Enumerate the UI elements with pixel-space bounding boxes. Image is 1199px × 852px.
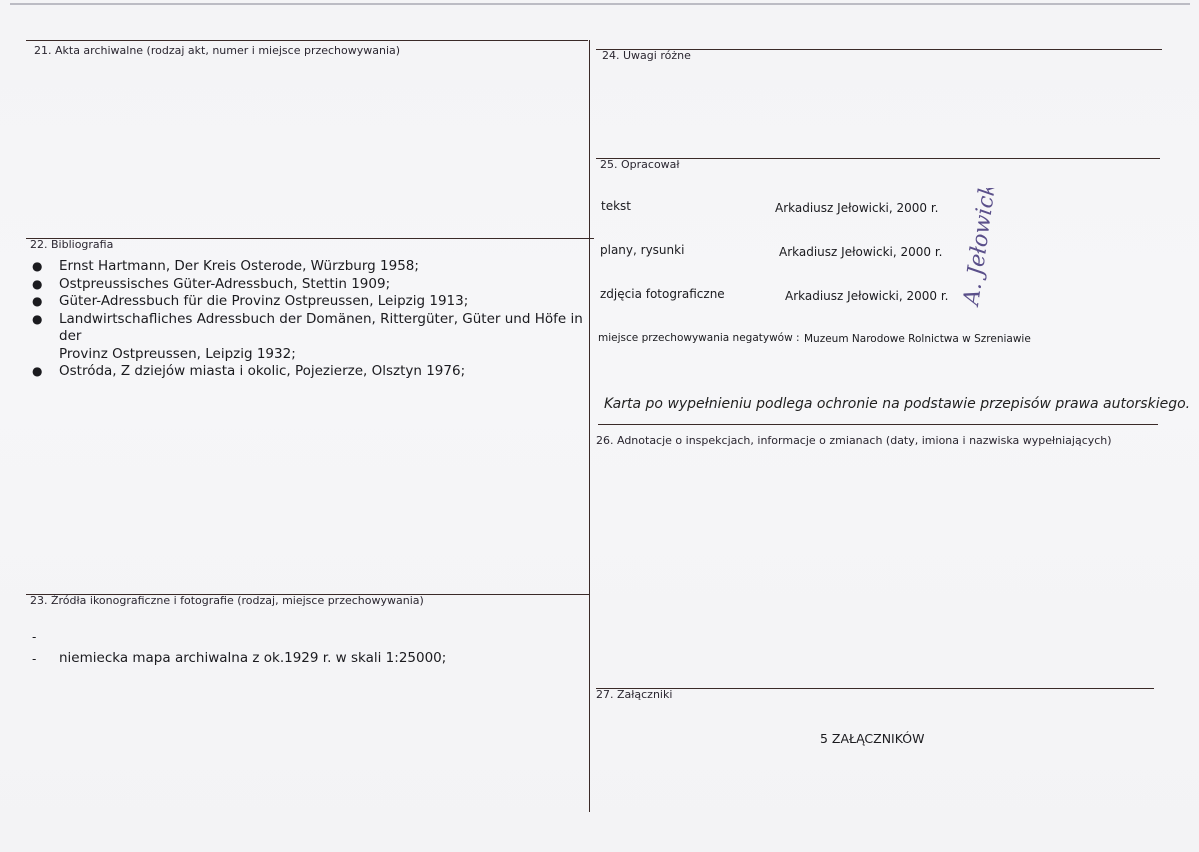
list-item: ● Ernst Hartmann, Der Kreis Osterode, Würzburg 1958;: [32, 258, 419, 274]
list-item: ● Landwirtschafliches Adressbuch der Domänen, Rittergüter, Güter und Höfe in der: [32, 310, 583, 344]
column-divider: [589, 40, 590, 812]
list-item-continuation: Provinz Ostpreussen, Leipzig 1932;: [59, 345, 296, 362]
section-27-label: 27. Załączniki: [596, 688, 673, 701]
copyright-note: Karta po wypełnieniu podlega ochronie na podstawie przepisów prawa autorskiego.: [604, 396, 1191, 412]
signature: [938, 188, 1008, 318]
section-27-rule: [596, 688, 1154, 689]
section-26-label: 26. Adnotacje o inspekcjach, informacje o zmianach (daty, imiona i nazwiska wypełniających): [596, 434, 1112, 447]
list-item: ● Güter-Adressbuch für die Provinz Ostpreussen, Leipzig 1913;: [32, 293, 469, 309]
dash-bullet: -: [32, 652, 37, 666]
section-24-label: 24. Uwagi różne: [602, 49, 691, 62]
empty-dash-item: -: [32, 630, 37, 644]
author-row-plans-value: Arkadiusz Jełowicki, 2000 r.: [779, 245, 943, 259]
iconography-item: niemiecka mapa archiwalna z ok.1929 r. w skali 1:25000;: [59, 650, 447, 666]
section-25-rule: [596, 158, 1160, 159]
negatives-label: miejsce przechowywania negatywów :: [598, 332, 800, 344]
section-21-label: 21. Akta archiwalne (rodzaj akt, numer i miejsce przechowywania): [34, 44, 401, 57]
section-25-label: 25. Opracował: [600, 158, 680, 171]
bibliography-list: [28, 258, 588, 381]
author-row-plans-field: plany, rysunki: [600, 243, 685, 257]
top-edge-line: [10, 3, 1190, 5]
section-23-label: 23. Źródła ikonograficzne i fotografie (rodzaj, miejsce przechowywania): [30, 594, 424, 607]
svg-text:A. Jełowicki: A. Jełowicki: [959, 188, 1003, 307]
author-row-text-value: Arkadiusz Jełowicki, 2000 r.: [775, 201, 939, 215]
section-26-rule: [598, 424, 1158, 425]
list-item: ● Ostpreussisches Güter-Adressbuch, Stettin 1909;: [32, 275, 391, 292]
author-row-text-field: tekst: [601, 199, 631, 213]
author-row-photos-value: Arkadiusz Jełowicki, 2000 r.: [785, 289, 949, 303]
negatives-value: Muzeum Narodowe Rolnictwa w Szreniawie: [804, 333, 1031, 345]
signature-graphic: [938, 188, 1008, 318]
list-item: ● Ostróda, Z dziejów miasta i okolic, Pojezierze, Olsztyn 1976;: [32, 363, 466, 379]
section-22-label: 22. Bibliografia: [30, 238, 114, 251]
attachments-count: 5 ZAŁĄCZNIKÓW: [820, 731, 925, 746]
author-row-photos-field: zdjęcia fotograficzne: [600, 287, 725, 301]
section-21-rule: [26, 40, 588, 41]
